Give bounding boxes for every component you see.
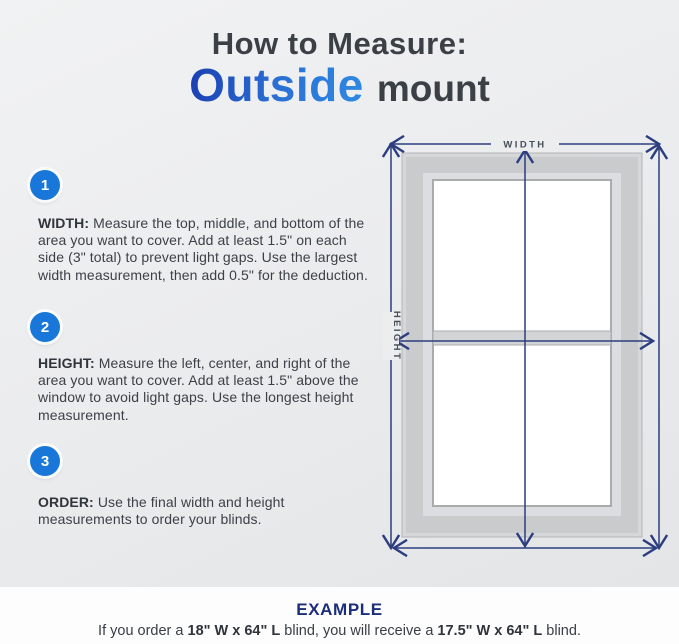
step-2-number: 2	[40, 318, 50, 336]
height-label: HEIGHT	[391, 310, 402, 362]
page-title	[0, 27, 679, 109]
title-line2	[0, 59, 679, 111]
example-seg1: If you order a	[98, 623, 188, 639]
example-seg3: blind.	[542, 623, 581, 639]
step-1-text	[38, 215, 374, 284]
example-text	[0, 623, 679, 639]
example-section	[0, 587, 679, 644]
example-received-size: 17.5" W x 64" L	[437, 623, 543, 639]
window-meeting-rail	[433, 331, 611, 345]
step-1-number: 1	[40, 176, 50, 194]
step-2-text	[38, 355, 374, 424]
step-3-number: 3	[40, 452, 50, 470]
step-2-label: HEIGHT:	[38, 355, 95, 371]
step-3-body: Use the final width and height measurements to order your blinds.	[38, 494, 285, 528]
title-line1: How to Measure:	[211, 26, 468, 61]
step-3-label: ORDER:	[38, 494, 94, 510]
step-1-body: Measure the top, middle, and bottom of the area you want to cover. Add at least 1.5" on each side (3" total) to prevent light gaps. Use the largest width measurement, then add 0.5" for the deduction.	[38, 215, 368, 283]
title-highlight-outside: Outside	[189, 59, 364, 111]
step-3-text	[38, 494, 374, 528]
example-seg2: blind, you will receive a	[280, 623, 438, 639]
step-1-label: WIDTH:	[38, 215, 90, 231]
width-label: WIDTH	[503, 139, 547, 151]
example-ordered-size: 18" W x 64" L	[187, 623, 281, 639]
step-1-badge	[30, 170, 60, 200]
title-suffix-mount: mount	[376, 68, 490, 109]
example-heading: EXAMPLE	[296, 600, 383, 619]
step-2-body: Measure the left, center, and right of the area you want to cover. Add at least 1.5" above the window to avoid light gaps. Use the longest height measurement.	[38, 355, 359, 423]
step-3-badge	[30, 446, 60, 476]
window-illustration	[402, 153, 642, 537]
window-measurement-diagram	[375, 130, 675, 560]
step-2-badge	[30, 312, 60, 342]
